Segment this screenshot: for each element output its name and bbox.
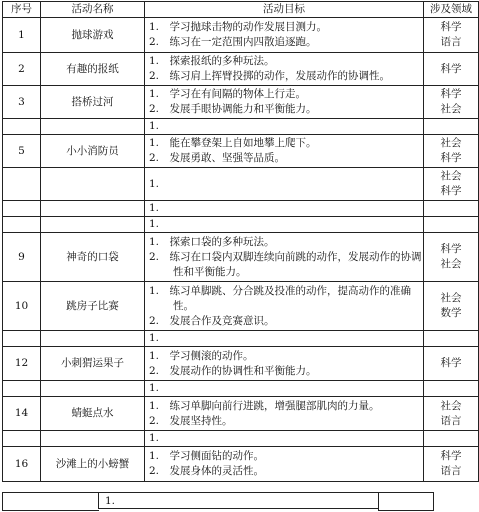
activity-name: 小小消防员: [41, 135, 145, 168]
goal-line: 2. 发展手眼协调能力和平衡能力。: [149, 103, 317, 115]
activity-goals: [145, 217, 424, 233]
domain-cell: [424, 397, 479, 431]
activity-table: [2, 1, 479, 482]
domain-label: 科学: [440, 21, 462, 33]
activity-goals: [145, 53, 424, 86]
table-row: [3, 135, 479, 168]
activity-goals: [145, 447, 424, 482]
activity-goals: [145, 397, 424, 431]
activity-goals: [145, 201, 424, 217]
row-number: [3, 168, 41, 201]
domain-label: 社会: [440, 399, 462, 412]
table-row: [3, 233, 479, 282]
footer-cell-empty-right: [378, 492, 434, 511]
table-row: [3, 397, 479, 431]
table-row: [3, 381, 479, 397]
activity-name: [41, 119, 145, 135]
activity-goals: [145, 347, 424, 381]
goal-line: 1. 能在攀登架上自如地攀上爬下。: [149, 137, 317, 149]
goal-line: 1. 练习单脚向前行进跳，增强腿部肌肉的力量。: [149, 399, 380, 412]
domain-label: 社会: [440, 170, 462, 182]
domain-label: 社会: [440, 292, 462, 304]
row-number: 12: [3, 347, 41, 381]
domain-cell: [424, 18, 479, 53]
activity-name: 小刺猬运果子: [41, 347, 145, 381]
domain-label: 科学: [440, 243, 462, 255]
goal-line: 2. 练习在一定范围内四散追逐跑。: [149, 36, 317, 48]
table-row: [3, 217, 479, 233]
goal-line: 2. 练习肩上挥臂投掷的动作，发展动作的协调性。: [149, 70, 391, 82]
goal-line: 1.: [149, 120, 160, 132]
domain-label: 科学: [440, 450, 462, 462]
domain-label: 科学: [440, 185, 462, 197]
table-row: [3, 53, 479, 86]
row-number: [3, 381, 41, 397]
row-number: 2: [3, 53, 41, 86]
activity-goals: [145, 119, 424, 135]
activity-goals: [145, 168, 424, 201]
activity-name: 抛球游戏: [41, 18, 145, 53]
row-number: 5: [3, 135, 41, 168]
domain-label: 社会: [440, 258, 462, 270]
footer-cell-empty: [2, 492, 99, 511]
activity-name: 跳房子比赛: [41, 282, 145, 331]
goal-line: 1. 学习侧滚的动作。: [149, 349, 254, 362]
domain-label: 数学: [440, 307, 462, 319]
domain-label: 语言: [440, 36, 462, 48]
goal-line: 1. 学习抛球击物的动作发展目测力。: [149, 21, 328, 33]
domain-label: 科学: [440, 357, 462, 369]
activity-goals: [145, 86, 424, 119]
table-row: [3, 168, 479, 201]
activity-goals: [145, 18, 424, 53]
domain-cell: [424, 233, 479, 282]
row-number: 14: [3, 397, 41, 431]
activity-goals: [145, 233, 424, 282]
domain-cell: [424, 381, 479, 397]
domain-label: 科学: [440, 88, 462, 100]
activity-name: [41, 201, 145, 217]
activity-goals: [145, 135, 424, 168]
activity-name: 搭桥过河: [41, 86, 145, 119]
activity-name: [41, 168, 145, 201]
activity-name: [41, 381, 145, 397]
goal-line: 2. 发展坚持性。: [149, 414, 233, 427]
activity-name: 神奇的口袋: [41, 233, 145, 282]
row-number: [3, 331, 41, 347]
goal-line: 1.: [149, 177, 160, 190]
table-row: [3, 119, 479, 135]
domain-label: 科学: [440, 152, 462, 164]
goal-line: 1.: [149, 202, 160, 214]
goal-line: 2. 练习在口袋内双脚连续向前跳的动作，发展动作的协调性和平衡能力。: [149, 250, 422, 278]
header-domain: 涉及领域: [424, 2, 479, 18]
table-row: [3, 431, 479, 447]
domain-cell: [424, 282, 479, 331]
domain-label: 语言: [440, 414, 462, 427]
domain-cell: [424, 217, 479, 233]
goal-line: 2. 发展合作及竞赛意识。: [149, 314, 275, 327]
activity-name: 有趣的报纸: [41, 53, 145, 86]
goal-line: 1. 探索口袋的多种玩法。: [149, 235, 275, 248]
goal-line: 1. 探索报纸的多种玩法。: [149, 55, 275, 67]
goal-line: 1. 练习单脚跳、分合跳及投准的动作，提高动作的准确性。: [149, 284, 412, 312]
row-number: [3, 119, 41, 135]
domain-cell: [424, 119, 479, 135]
domain-cell: [424, 331, 479, 347]
row-number: 16: [3, 447, 41, 482]
goal-line: 2. 发展动作的协调性和平衡能力。: [149, 364, 317, 377]
domain-label: 科学: [440, 62, 462, 75]
domain-cell: [424, 347, 479, 381]
table-row: [3, 331, 479, 347]
row-number: [3, 201, 41, 217]
table-row: [3, 18, 479, 53]
domain-label: 语言: [440, 465, 462, 477]
domain-cell: [424, 53, 479, 86]
footer-goal-cell: 1.: [98, 492, 378, 509]
row-number: 9: [3, 233, 41, 282]
domain-label: 社会: [440, 103, 462, 115]
domain-cell: [424, 168, 479, 201]
table-row: [3, 282, 479, 331]
header-activity-goal: 活动目标: [145, 2, 424, 18]
table-row: [3, 447, 479, 482]
goal-line: 1.: [149, 382, 160, 394]
goal-line: 1.: [149, 432, 160, 444]
domain-cell: [424, 135, 479, 168]
activity-goals: [145, 282, 424, 331]
goal-line: 1.: [149, 218, 160, 230]
goal-line: 2. 发展勇敢、坚强等品质。: [149, 152, 286, 164]
activity-goals: [145, 431, 424, 447]
table-row: [3, 347, 479, 381]
goal-line: 1. 学习侧面钻的动作。: [149, 450, 265, 462]
domain-label: 社会: [440, 137, 462, 149]
row-number: [3, 431, 41, 447]
row-number: 3: [3, 86, 41, 119]
domain-cell: [424, 447, 479, 482]
table-header-row: [3, 2, 479, 18]
header-activity-name: 活动名称: [41, 2, 145, 18]
goal-line: 1. 学习在有间隔的物体上行走。: [149, 88, 307, 100]
header-number: 序号: [3, 2, 41, 18]
activity-name: [41, 217, 145, 233]
activity-goals: [145, 331, 424, 347]
row-number: [3, 217, 41, 233]
domain-cell: [424, 431, 479, 447]
activity-name: 沙滩上的小螃蟹: [41, 447, 145, 482]
goal-line: 1.: [149, 332, 160, 344]
row-number: 10: [3, 282, 41, 331]
row-number: 1: [3, 18, 41, 53]
footer-row: [2, 492, 478, 510]
table-row: [3, 201, 479, 217]
activity-goals: [145, 381, 424, 397]
activity-name: [41, 431, 145, 447]
activity-name: [41, 331, 145, 347]
activity-name: 蜻蜓点水: [41, 397, 145, 431]
table-row: [3, 86, 479, 119]
domain-cell: [424, 86, 479, 119]
domain-cell: [424, 201, 479, 217]
goal-line: 2. 发展身体的灵活性。: [149, 465, 265, 477]
